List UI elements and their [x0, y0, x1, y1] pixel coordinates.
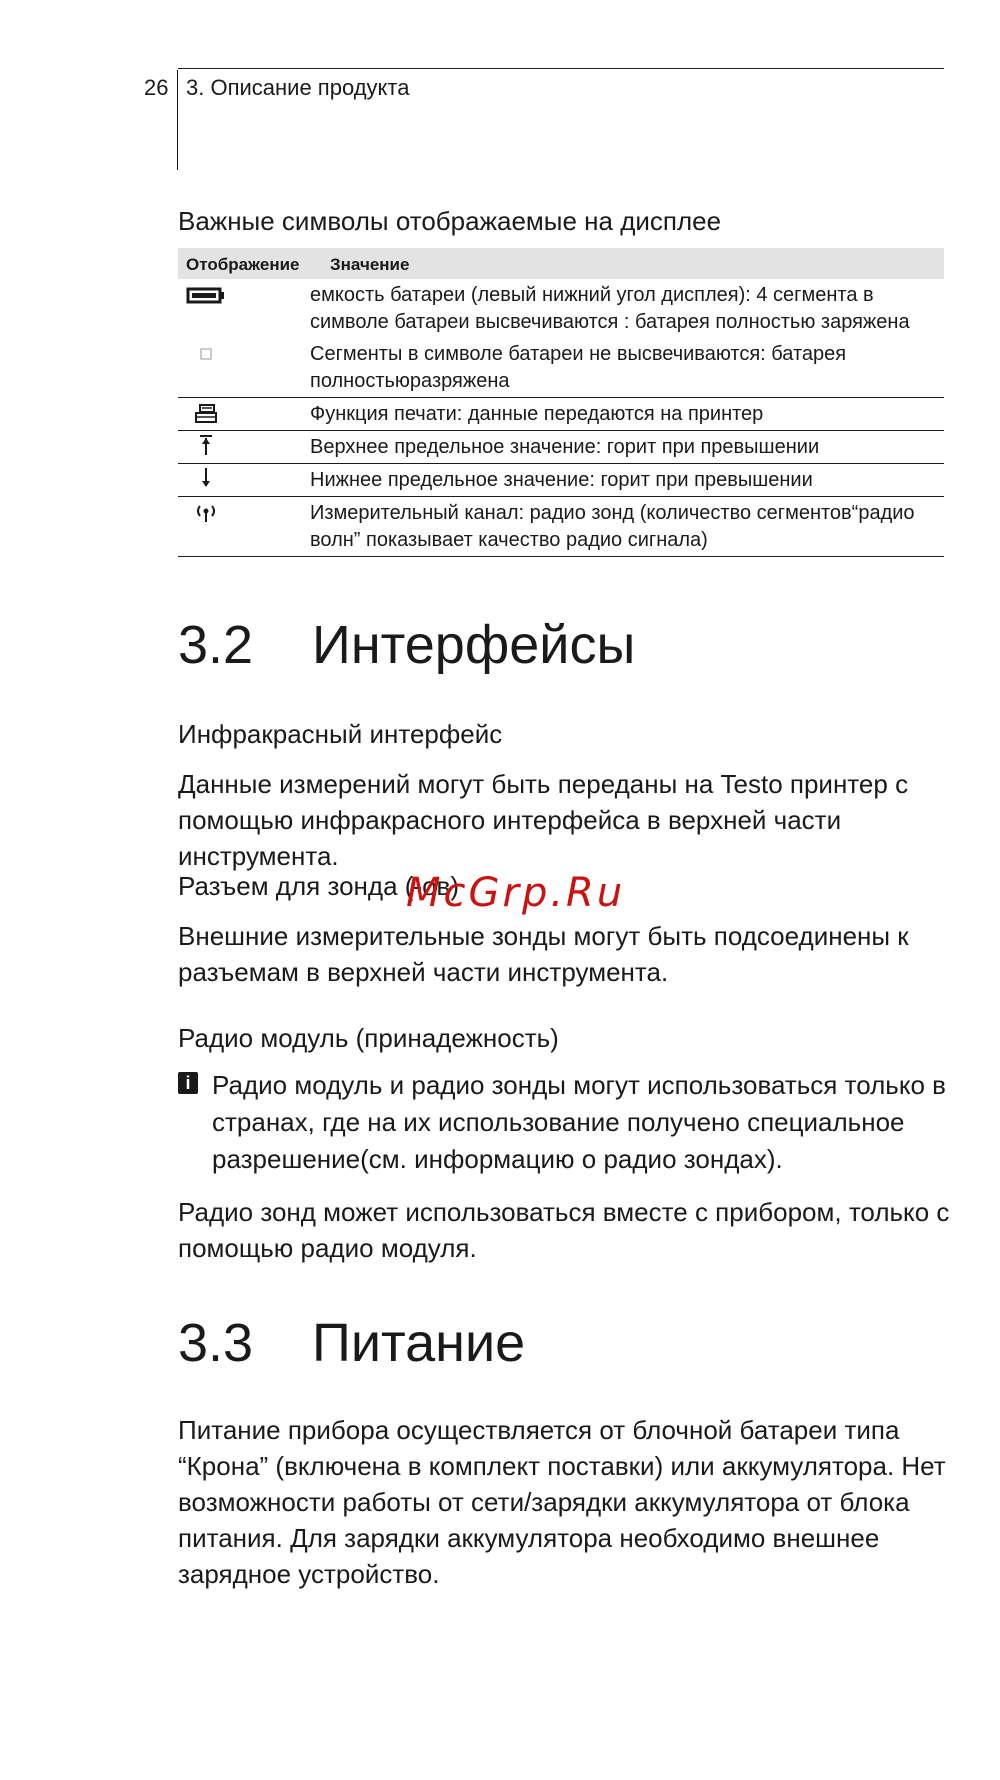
- section-number: 3.2: [178, 615, 254, 675]
- info-icon: i: [178, 1072, 198, 1094]
- radio-signal-icon: [186, 501, 226, 525]
- section-title-power: [178, 1312, 525, 1374]
- upper-limit-icon: [186, 433, 226, 457]
- table-row: [178, 464, 944, 497]
- table-row: [178, 279, 944, 398]
- section-heading: Интерфейсы: [312, 615, 636, 675]
- lower-limit-icon: [186, 466, 226, 490]
- watermark-logo: McGrp.Ru: [406, 870, 626, 916]
- radio-heading: Радио модуль (принадежность): [178, 1023, 559, 1053]
- symbol-meaning: Измерительный канал: радио зонд (количество сегментов“радио волн” показывает качество радио сигнала): [310, 502, 915, 551]
- power-paragraph: Питание прибора осуществляется от блочной батареи типа “Крона” (включена в комплект поставки) или аккумулятора. Нет возможности работы от сети/зарядки аккумулятора от блока питания. Для зарядки аккумулятора необходимо внешнее зарядное устройство.: [178, 1415, 946, 1589]
- symbols-table: [178, 248, 944, 557]
- header-rule: [178, 68, 944, 69]
- header-divider: [177, 70, 178, 170]
- symbols-table-header: [178, 248, 944, 279]
- column-header-meaning: Значение: [330, 255, 410, 274]
- radio-note: [178, 1067, 958, 1178]
- symbols-title: Важные символы отображаемые на дисплее: [178, 206, 722, 236]
- symbol-meaning: Сегменты в символе батареи не высвечиваются: батарея полностьюразряжена: [310, 343, 847, 392]
- table-row: [178, 431, 944, 464]
- ir-heading: Инфракрасный интерфейс: [178, 719, 503, 749]
- radio-paragraph: Радио зонд может использоваться вместе с прибором, только с помощью радио модуля.: [178, 1197, 950, 1263]
- symbol-meaning: Нижнее предельное значение: горит при превышении: [310, 469, 813, 491]
- section-number: 3.3: [178, 1313, 254, 1373]
- battery-icon: [186, 283, 226, 307]
- section-heading: Питание: [312, 1313, 526, 1373]
- chapter-title: 3. Описание продукта: [186, 75, 410, 100]
- probe-paragraph: Внешние измерительные зонды могут быть подсоединены к разъемам в верхней части инструмента.: [178, 921, 909, 987]
- battery-empty-icon: [186, 342, 226, 366]
- symbol-meaning: емкость батареи (левый нижний угол дисплея): 4 сегмента в символе батареи высвечиваются : батарея полностью заряжена: [310, 284, 910, 333]
- column-header-display: Отображение: [186, 255, 300, 274]
- probe-heading: Разъем для зонда (-ов): [178, 871, 459, 901]
- page-number: 26: [144, 75, 169, 100]
- radio-note-text: Радио модуль и радио зонды могут использоваться только в странах, где на их использование получено специальное разрешение(см. информацию о радио зондах).: [212, 1070, 946, 1174]
- symbol-meaning: Функция печати: данные передаются на принтер: [310, 403, 764, 425]
- section-title-interfaces: [178, 614, 635, 676]
- symbol-meaning: Верхнее предельное значение: горит при превышении: [310, 436, 820, 458]
- ir-paragraph: Данные измерений могут быть переданы на Testo принтер с помощью инфракрасного интерфейса в верхней части инструмента.: [178, 769, 909, 871]
- table-row: [178, 497, 944, 557]
- printer-icon: [186, 402, 226, 426]
- table-row: [178, 398, 944, 431]
